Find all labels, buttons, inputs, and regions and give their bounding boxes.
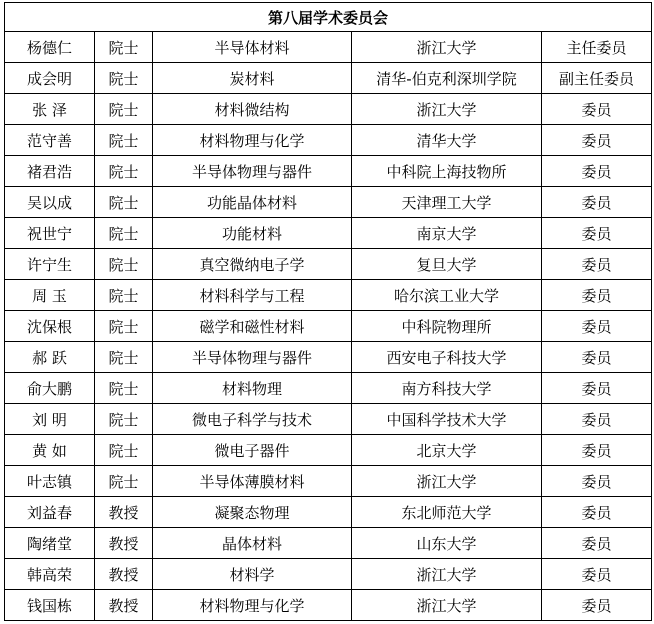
member-name: 郝 跃: [5, 342, 95, 373]
member-rows: [5, 32, 652, 621]
table-title: 第八届学术委员会: [5, 3, 652, 32]
member-role: 委员: [542, 528, 652, 559]
table-row: [5, 125, 652, 156]
table-row: [5, 249, 652, 280]
member-field: 真空微纳电子学: [153, 249, 352, 280]
member-title: 院士: [95, 32, 153, 63]
member-field: 凝聚态物理: [153, 497, 352, 528]
member-field: 材料微结构: [153, 94, 352, 125]
table-row: [5, 218, 652, 249]
member-title: 院士: [95, 63, 153, 94]
member-unit: 山东大学: [352, 528, 542, 559]
member-role: 委员: [542, 590, 652, 621]
member-unit: 浙江大学: [352, 466, 542, 497]
member-unit: 浙江大学: [352, 590, 542, 621]
table-row: [5, 559, 652, 590]
member-name: 钱国栋: [5, 590, 95, 621]
table-row: [5, 280, 652, 311]
member-role: 委员: [542, 435, 652, 466]
member-field: 材料学: [153, 559, 352, 590]
member-name: 杨德仁: [5, 32, 95, 63]
member-unit: 清华-伯克利深圳学院: [352, 63, 542, 94]
member-field: 材料物理与化学: [153, 590, 352, 621]
member-field: 磁学和磁性材料: [153, 311, 352, 342]
member-role: 委员: [542, 373, 652, 404]
member-role: 委员: [542, 125, 652, 156]
table-row: [5, 590, 652, 621]
member-field: 半导体物理与器件: [153, 156, 352, 187]
member-role: 委员: [542, 559, 652, 590]
member-field: 晶体材料: [153, 528, 352, 559]
table-row: [5, 311, 652, 342]
member-title: 院士: [95, 218, 153, 249]
member-role: 委员: [542, 187, 652, 218]
member-title: 院士: [95, 435, 153, 466]
member-unit: 中科院物理所: [352, 311, 542, 342]
table-row: [5, 466, 652, 497]
member-field: 材料物理与化学: [153, 125, 352, 156]
member-name: 沈保根: [5, 311, 95, 342]
member-title: 教授: [95, 528, 153, 559]
member-role: 副主任委员: [542, 63, 652, 94]
member-field: 炭材料: [153, 63, 352, 94]
member-field: 材料物理: [153, 373, 352, 404]
member-name: 俞大鹏: [5, 373, 95, 404]
member-name: 韩高荣: [5, 559, 95, 590]
member-title: 教授: [95, 590, 153, 621]
member-name: 黄 如: [5, 435, 95, 466]
member-role: 委员: [542, 466, 652, 497]
member-title: 院士: [95, 311, 153, 342]
member-name: 褚君浩: [5, 156, 95, 187]
member-unit: 浙江大学: [352, 559, 542, 590]
member-title: 院士: [95, 404, 153, 435]
member-field: 微电子器件: [153, 435, 352, 466]
member-title: 院士: [95, 280, 153, 311]
member-title: 院士: [95, 466, 153, 497]
member-name: 祝世宁: [5, 218, 95, 249]
member-role: 委员: [542, 311, 652, 342]
member-unit: 中国科学技术大学: [352, 404, 542, 435]
table-row: [5, 528, 652, 559]
member-title: 教授: [95, 497, 153, 528]
member-role: 委员: [542, 404, 652, 435]
member-name: 范守善: [5, 125, 95, 156]
member-field: 微电子科学与技术: [153, 404, 352, 435]
member-name: 陶绪堂: [5, 528, 95, 559]
member-title: 院士: [95, 94, 153, 125]
member-field: 功能晶体材料: [153, 187, 352, 218]
member-role: 委员: [542, 280, 652, 311]
member-title: 院士: [95, 156, 153, 187]
member-field: 半导体材料: [153, 32, 352, 63]
member-unit: 东北师范大学: [352, 497, 542, 528]
member-field: 功能材料: [153, 218, 352, 249]
table-row: [5, 32, 652, 63]
member-unit: 南方科技大学: [352, 373, 542, 404]
member-role: 委员: [542, 218, 652, 249]
member-title: 教授: [95, 559, 153, 590]
title-row: [5, 3, 652, 32]
member-title: 院士: [95, 342, 153, 373]
member-name: 刘益春: [5, 497, 95, 528]
member-role: 委员: [542, 156, 652, 187]
member-unit: 北京大学: [352, 435, 542, 466]
member-title: 院士: [95, 249, 153, 280]
member-name: 刘 明: [5, 404, 95, 435]
table-row: [5, 94, 652, 125]
member-unit: 浙江大学: [352, 32, 542, 63]
member-name: 吴以成: [5, 187, 95, 218]
member-role: 委员: [542, 497, 652, 528]
table-row: [5, 373, 652, 404]
member-field: 半导体薄膜材料: [153, 466, 352, 497]
table-row: [5, 187, 652, 218]
table-row: [5, 63, 652, 94]
member-unit: 中科院上海技物所: [352, 156, 542, 187]
member-title: 院士: [95, 373, 153, 404]
member-title: 院士: [95, 125, 153, 156]
table-row: [5, 156, 652, 187]
member-field: 材料科学与工程: [153, 280, 352, 311]
member-role: 委员: [542, 249, 652, 280]
table-row: [5, 435, 652, 466]
member-title: 院士: [95, 187, 153, 218]
member-unit: 西安电子科技大学: [352, 342, 542, 373]
member-name: 成会明: [5, 63, 95, 94]
member-name: 周 玉: [5, 280, 95, 311]
member-role: 主任委员: [542, 32, 652, 63]
table-row: [5, 497, 652, 528]
member-field: 半导体物理与器件: [153, 342, 352, 373]
member-unit: 复旦大学: [352, 249, 542, 280]
member-unit: 清华大学: [352, 125, 542, 156]
table-row: [5, 404, 652, 435]
member-unit: 浙江大学: [352, 94, 542, 125]
member-unit: 天津理工大学: [352, 187, 542, 218]
member-name: 许宁生: [5, 249, 95, 280]
member-role: 委员: [542, 94, 652, 125]
member-name: 叶志镇: [5, 466, 95, 497]
member-unit: 南京大学: [352, 218, 542, 249]
committee-table: [4, 2, 652, 621]
member-unit: 哈尔滨工业大学: [352, 280, 542, 311]
table-row: [5, 342, 652, 373]
member-name: 张 泽: [5, 94, 95, 125]
member-role: 委员: [542, 342, 652, 373]
